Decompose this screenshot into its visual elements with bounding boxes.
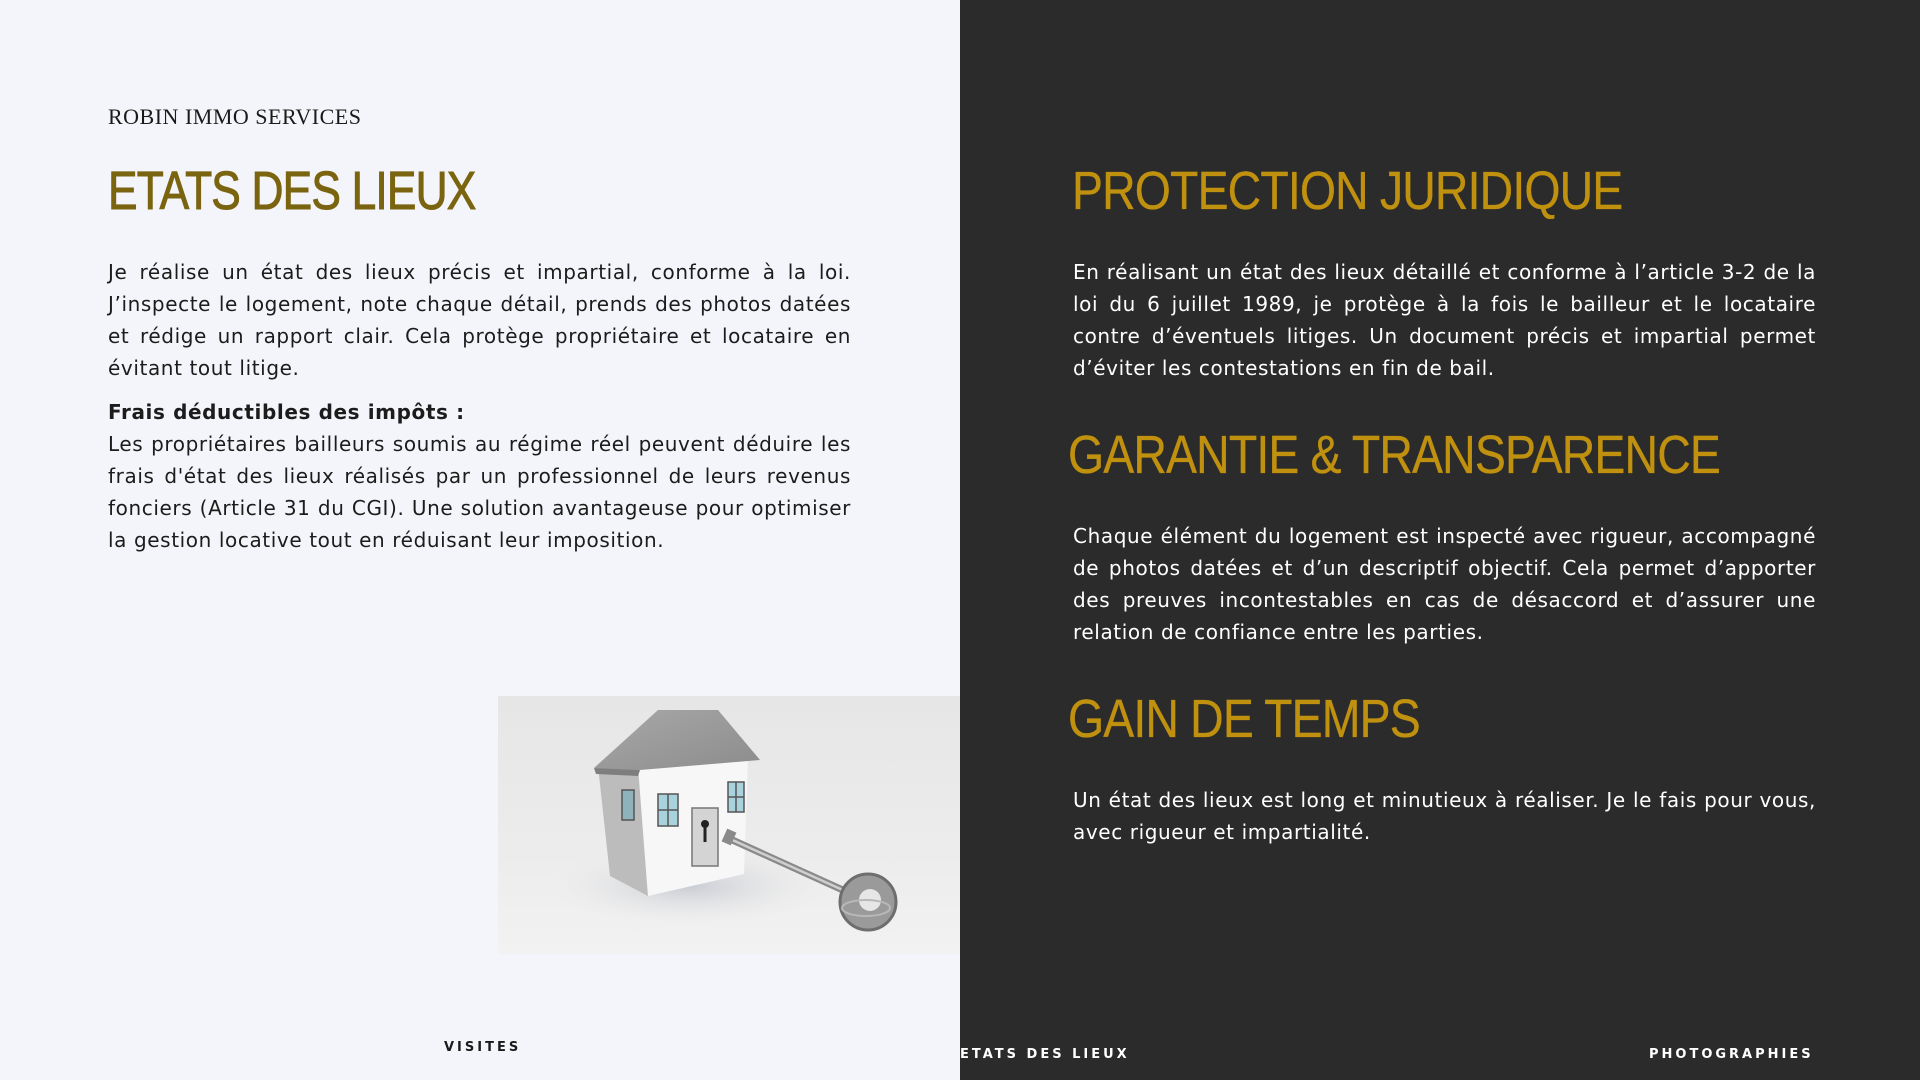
nav-link-photographies[interactable]: PHOTOGRAPHIES <box>1649 1047 1814 1062</box>
tax-heading: Frais déductibles des impôts : <box>108 400 465 424</box>
section-title-protection: PROTECTION JURIDIQUE <box>1072 161 1623 221</box>
section-text-protection: En réalisant un état des lieux détaillé et conforme à l’article 3-2 de la loi du 6 juillet 1989, je protège à la fois le bailleur et le locataire contre d’éventuels litiges. Un document précis et impartial permet d’éviter les contestations en fin de bail. <box>1073 260 1816 380</box>
house-with-key-icon <box>498 696 960 954</box>
section-text-gain: Un état des lieux est long et minutieux à réaliser. Je le fais pour vous, avec rigueur et impartialité. <box>1073 788 1816 844</box>
section-text-garantie: Chaque élément du logement est inspecté avec rigueur, accompagné de photos datées et d’un descriptif objectif. Cela permet d’apporter des preuves incontestables en cas de désaccord et d’assurer une relation de confiance entre les parties. <box>1073 524 1816 644</box>
brand-name: ROBIN IMMO SERVICES <box>108 104 362 129</box>
intro-paragraph: Je réalise un état des lieux précis et impartial, conforme à la loi. J’inspecte le logement, note chaque détail, prends des photos datées et rédige un rapport clair. Cela protège propriétaire et locataire en évitant tout litige. <box>108 260 851 380</box>
section-title-garantie: GARANTIE & TRANSPARENCE <box>1068 425 1721 485</box>
page-title: ETATS DES LIEUX <box>108 161 476 221</box>
section-title-gain: GAIN DE TEMPS <box>1068 689 1420 749</box>
tax-text: Les propriétaires bailleurs soumis au régime réel peuvent déduire les frais d'état des lieux réalisés par un professionnel de leurs revenus fonciers (Article 31 du CGI). Une solution avantageuse pour optimiser la gestion locative tout en réduisant leur imposition. <box>108 432 851 552</box>
nav-link-visites[interactable]: VISITES <box>444 1040 522 1055</box>
nav-link-etats-des-lieux[interactable]: ETATS DES LIEUX <box>960 1047 1130 1062</box>
house-key-photo <box>498 696 960 954</box>
tax-block <box>108 396 851 556</box>
